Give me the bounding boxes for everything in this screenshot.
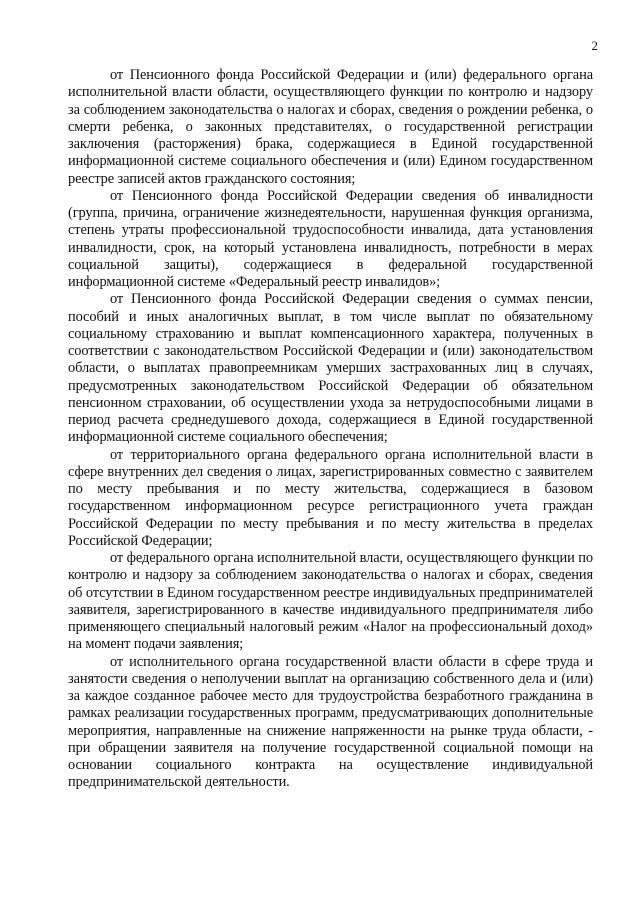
page-number: 2 <box>591 38 598 53</box>
paragraph-registration-records: от территориального органа федерального органа исполнительной власти в сфере внутренних дел сведения о лицах, зарегистрированных совместно с заявителем по месту пребывания и по месту жительства, содержащиеся в базовом государственном информационном ресурсе регистрационного учета граждан Российской Федерации по месту пребывания и по месту жительства в пределах Российской Федерации; <box>68 446 593 549</box>
paragraph-disability-records: от Пенсионного фонда Российской Федерации сведения об инвалидности (группа, причина, ограничение жизнедеятельности, нарушенная функция организма, степень утраты профессиональной трудоспособности инвалида, дата установления инвалидности, срок, на который установлена инвалидность, потребности в мерах социальной защиты), содержащиеся в федеральной государственной информационной системе «Федеральный реестр инвалидов»; <box>68 187 593 290</box>
paragraph-birth-death-marriage-records: от Пенсионного фонда Российской Федерации и (или) федерального органа исполнительной власти области, осуществляющего функции по контролю и надзору за соблюдением законодательства о налогах и сборах, сведения о рождении ребенка, о смерти ребенка, о законных представителях, о государственной регистрации заключения (расторжения) брака, содержащиеся в Единой государственной информационной системе социального обеспечения и (или) Едином государственном реестре записей актов гражданского состояния; <box>68 67 593 187</box>
paragraph-pension-payments: от Пенсионного фонда Российской Федерации сведения о суммах пенсии, пособий и иных аналогичных выплат, в том числе выплат по обязательному социальному страхованию и выплат компенсационного характера, полученных в соответствии с законодательством Российской Федерации и (или) законодательством области, о выплатах правопреемникам умерших застрахованных лиц в случаях, предусмотренных законодательством Российской Федерации об обязательном пенсионном страховании, об осуществлении ухода за нетрудоспособными лицами в период расчета среднедушевого дохода, содержащиеся в Единой государственной информационной системе социального обеспечения; <box>68 291 593 446</box>
paragraph-employment-payments: от исполнительного органа государственной власти области в сфере труда и занятости сведения о неполучении выплат на организацию собственного дела и (или) за каждое созданное рабочее место для трудоустройства безработного гражданина в рамках реализации государственных программ, предусматривающих дополнительные мероприятия, направленные на снижение напряженности на рынке труда области, - при обращении заявителя на получение государственной социальной помощи на основании социального контракта на осуществление индивидуальной предпринимательской деятельности. <box>68 653 593 791</box>
paragraph-entrepreneur-registry: от федерального органа исполнительной власти, осуществляющего функции по контролю и надзору за соблюдением законодательства о налогах и сборах, сведения об отсутствии в Едином государственном реестре индивидуальных предпринимателей заявителя, зарегистрированного в качестве индивидуального предпринимателя либо применяющего специальный налоговый режим «Налог на профессиональный доход» на момент подачи заявления; <box>68 550 593 653</box>
document-body <box>68 67 593 792</box>
